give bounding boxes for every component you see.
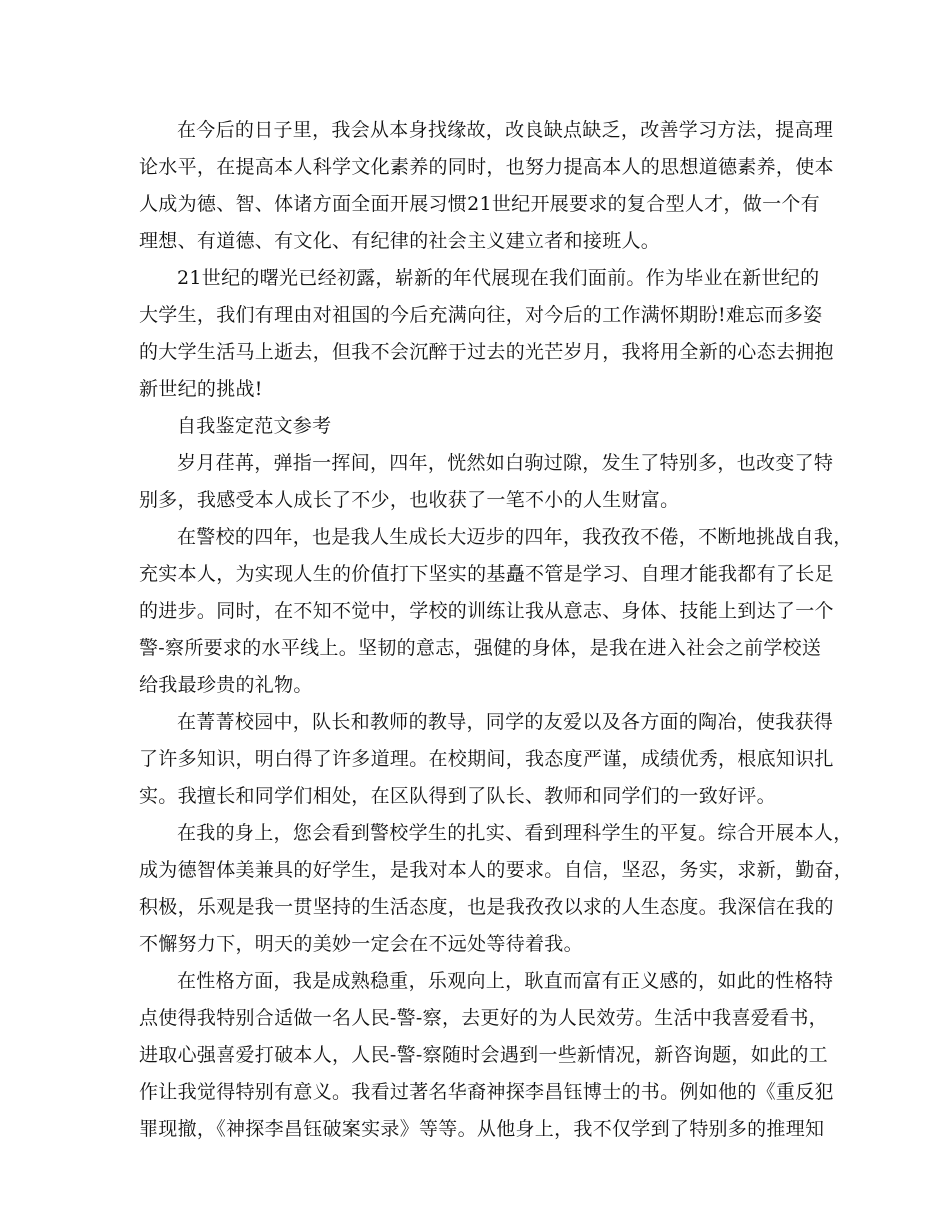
text-line: 理想、有道德、有文化、有纪律的社会主义建立者和接班人。	[139, 230, 661, 252]
text-line: 岁月荏苒，弹指一挥间，四年，恍然如白驹过隙，发生了特别多，也改变了特	[177, 452, 834, 474]
text-line: 论水平，在提高本人科学文化素养的同时，也努力提高本人的思想道德素养，使本	[139, 156, 834, 178]
text-line: 的大学生活马上逝去，但我不会沉醉于过去的光芒岁月，我将用全新的心态去拥抱	[139, 341, 834, 363]
text-line: 在性格方面，我是成熟稳重，乐观向上，耿直而富有正义感的，如此的性格特	[177, 970, 834, 992]
text-line: 作让我觉得特别有意义。我看过著名华裔神探李昌钰博士的书。例如他的《重反犯	[139, 1081, 834, 1103]
text-line: 在我的身上，您会看到警校学生的扎实、看到理科学生的平复。综合开展本人，	[177, 822, 853, 844]
text-line: 了许多知识，明白得了许多道理。在校期间，我态度严谨，成绩优秀，根底知识扎	[139, 748, 834, 770]
text-line: 人成为德、智、体诸方面全面开展习惯21世纪开展要求的复合型人才，做一个有	[139, 193, 820, 215]
text-line: 在菁菁校园中，队长和教师的教导，同学的友爱以及各方面的陶冶，使我获得	[177, 711, 834, 733]
text-line: 21世纪的曙光已经初露，崭新的年代展现在我们面前。作为毕业在新世纪的	[177, 267, 820, 289]
text-line: 成为德智体美兼具的好学生，是我对本人的要求。自信，坚忍，务实，求新，勤奋，	[139, 859, 854, 881]
text-line: 大学生，我们有理由对祖国的今后充满向往，对今后的工作满怀期盼!难忘而多姿	[139, 304, 823, 326]
text-line: 积极，乐观是我一贯坚持的生活态度，也是我孜孜以求的人生态度。我深信在我的	[139, 896, 834, 918]
text-line: 新世纪的挑战!	[139, 378, 263, 400]
text-line: 在警校的四年，也是我人生成长大迈步的四年，我孜孜不倦，不断地挑战自我，	[177, 526, 853, 548]
text-line: 充实本人，为实现人生的价值打下坚实的基矗不管是学习、自理才能我都有了长足	[139, 563, 834, 585]
text-line: 在今后的日子里，我会从本身找缘故，改良缺点缺乏，改善学习方法，提高理	[177, 119, 834, 141]
text-line: 别多，我感受本人成长了不少，也收获了一笔不小的人生财富。	[139, 489, 680, 511]
section-heading: 自我鉴定范文参考	[177, 415, 332, 437]
text-line: 实。我擅长和同学们相处，在区队得到了队长、教师和同学们的一致好评。	[139, 785, 776, 807]
text-line: 点使得我特别合适做一名人民-警-察，去更好的为人民效劳。生活中我喜爱看书，	[139, 1007, 828, 1029]
text-line: 的进步。同时，在不知不觉中，学校的训练让我从意志、身体、技能上到达了一个	[139, 600, 834, 622]
text-line: 警-察所要求的水平线上。坚韧的意志，强健的身体，是我在进入社会之前学校送	[139, 637, 822, 659]
text-line: 罪现撤，《神探李昌钰破案实录》等等。从他身上，我不仅学到了特别多的推理知	[139, 1118, 825, 1140]
text-line: 给我最珍贵的礼物。	[139, 674, 313, 696]
text-line: 不懈努力下，明天的美妙一定会在不远处等待着我。	[139, 933, 583, 955]
text-line: 进取心强喜爱打破本人，人民-警-察随时会遇到一些新情况，新咨询题，如此的工	[139, 1044, 828, 1066]
